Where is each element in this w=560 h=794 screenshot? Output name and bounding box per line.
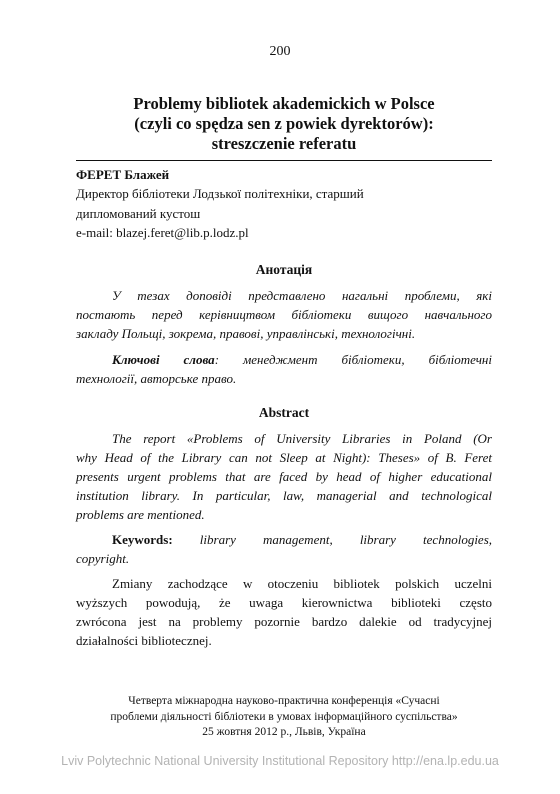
annotation-keywords-line-2: технології, авторське право. (76, 371, 237, 386)
footer-line-2: проблеми діяльності бібліотеки в умовах інформаційного суспільства» (110, 710, 458, 723)
annotation-line-2: постають перед керівництвом бібліотеки вищого навчального (76, 307, 492, 322)
annotation-keywords (76, 350, 492, 388)
body-paragraph (76, 574, 492, 650)
annotation-keywords-values: : менеджмент бібліотеки, бібліотечні (214, 352, 492, 367)
abstract-line-4: institution library. In particular, law, managerial and technological (76, 488, 492, 503)
footer-line-3: 25 жовтня 2012 р., Львів, Україна (202, 726, 366, 738)
abstract-heading: Abstract (258, 405, 310, 420)
abstract-line-2: why Head of the Library can not Sleep at Night): Theses» of B. Feret (76, 450, 492, 465)
author-block (76, 165, 492, 242)
abstract-keywords-label: Keywords: (112, 532, 173, 547)
body-line-3: zwrócona jest na problemy pozornie bardzo dalekie od tradycyjnej (76, 614, 492, 629)
body-line-1: Zmiany zachodzące w otoczeniu bibliotek polskich uczelni (112, 576, 492, 591)
body-line-2: wyższych powodują, że uwaga kierownictwa biblioteki często (76, 595, 492, 610)
title-divider (76, 160, 492, 161)
title-line-2: (czyli co spędza sen z powiek dyrektorów): (134, 114, 434, 133)
annotation-text (76, 286, 492, 343)
abstract-keywords (76, 530, 492, 568)
page-number: 200 (269, 44, 291, 59)
abstract-line-5: problems are mentioned. (76, 507, 205, 522)
abstract-keywords-line-2: copyright. (76, 551, 130, 566)
conference-footer (60, 694, 508, 741)
annotation-keywords-line-1 (76, 350, 492, 369)
body-line-4: działalności bibliotecznej. (76, 633, 212, 648)
author-position-line-1: Директор бібліотеки Лодзької політехніки, старший (76, 186, 364, 202)
annotation-heading: Анотація (255, 262, 313, 277)
repository-note[interactable]: Lviv Polytechnic National University Institutional Repository http://ena.lp.edu.ua (61, 754, 499, 768)
annotation-line-3: закладу Польщі, зокрема, правові, управлінські, технологічні. (76, 326, 416, 341)
abstract-keywords-values: library management, library technologies, (199, 532, 493, 547)
footer-line-1: Четверта міжнародна науково-практична конференція «Сучасні (128, 695, 440, 707)
author-name: ФЕРЕТ Блажей (76, 167, 170, 182)
title-line-3: streszczenie referatu (211, 134, 357, 153)
abstract-text (76, 429, 492, 524)
title-line-1: Problemy bibliotek akademickich w Polsce (133, 94, 435, 113)
author-position-line-2: дипломований кустош (76, 205, 201, 221)
annotation-keywords-label: Ключові слова (112, 352, 215, 367)
annotation-line-1: У тезах доповіді представлено нагальні проблеми, які (112, 288, 492, 303)
abstract-line-3: presents urgent problems that are faced by head of higher educational (76, 469, 492, 484)
abstract-line-1: The report «Problems of University Libraries in Poland (Or (112, 431, 492, 446)
author-email[interactable]: e-mail: blazej.feret@lib.p.lodz.pl (76, 224, 249, 240)
abstract-keywords-line-1 (76, 530, 492, 549)
paper-title (76, 94, 492, 154)
